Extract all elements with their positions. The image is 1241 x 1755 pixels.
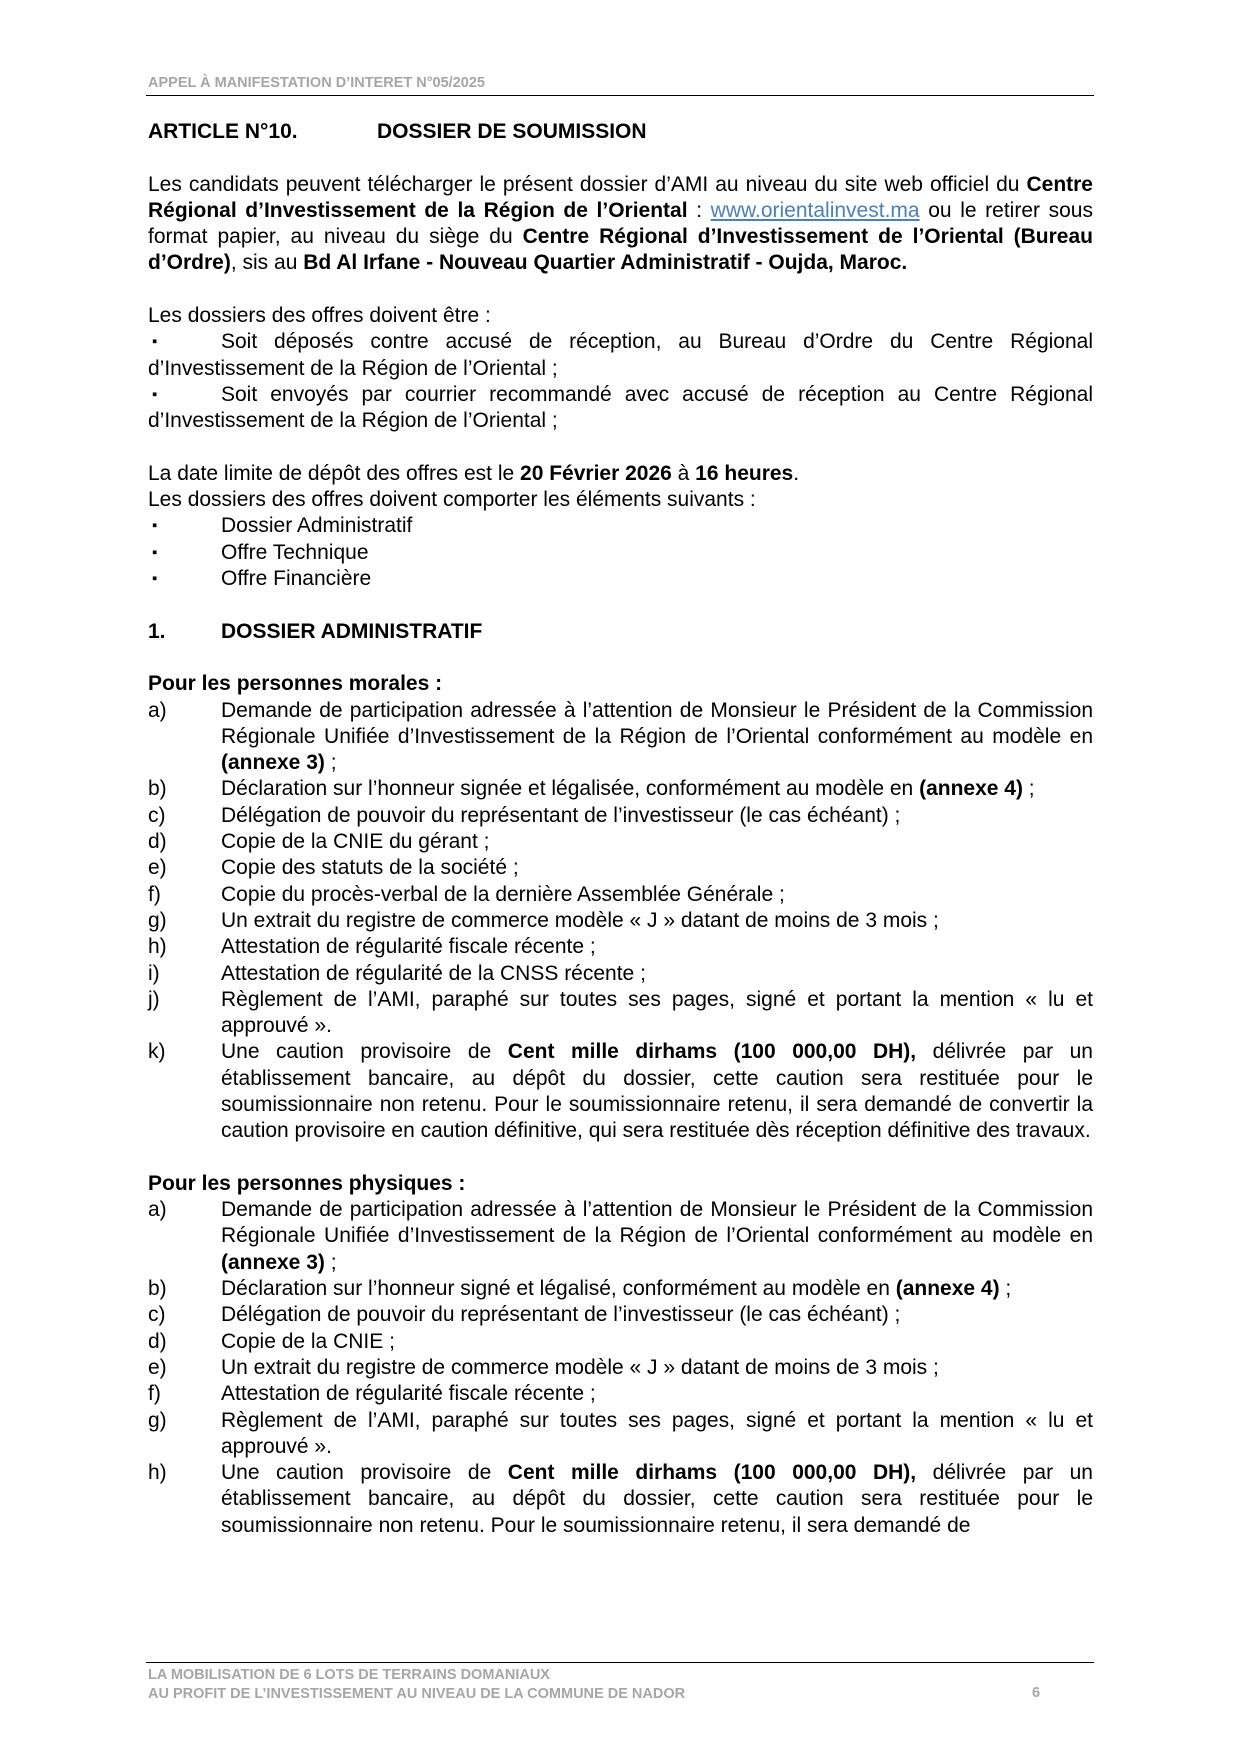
text: Attestation de régularité fiscale récente ; bbox=[221, 1382, 596, 1406]
list-item bbox=[148, 882, 1093, 908]
page-body bbox=[148, 119, 1093, 1539]
deposit-lead: Les dossiers des offres doivent être : bbox=[148, 304, 491, 328]
header-divider bbox=[146, 95, 1094, 96]
list-item bbox=[148, 1197, 1093, 1276]
text: ; bbox=[324, 1250, 337, 1274]
item-label: h) bbox=[148, 935, 167, 959]
text: Un extrait du registre de commerce modèle « J » datant de moins de 3 mois ; bbox=[221, 908, 939, 932]
deposit-bullet: ▪ Soit déposés contre accusé de réception, au Bureau d’Ordre du Centre Régional d’Investissement de la Région de l’Oriental ; bbox=[148, 330, 1093, 380]
section-number: 1. bbox=[148, 619, 166, 643]
article-number: ARTICLE N°10. bbox=[148, 120, 298, 143]
text: Attestation de régularité de la CNSS récente ; bbox=[221, 961, 646, 985]
item-label: d) bbox=[148, 830, 167, 854]
text: délivrée par un établissement bancaire, au dépôt du dossier, cette caution sera restituée pour le soumissionnaire non retenu. Pour le soumissionnaire retenu, il sera demandé de bbox=[221, 1461, 1093, 1537]
list-item bbox=[148, 987, 1093, 1040]
elements-lead: Les dossiers des offres doivent comporter les éléments suivants : bbox=[148, 488, 756, 512]
text: La date limite de dépôt des offres est le bbox=[148, 461, 521, 485]
item-label: f) bbox=[148, 1382, 161, 1406]
item-label: c) bbox=[148, 803, 166, 827]
list-item bbox=[148, 1276, 1093, 1302]
physiques-title: Pour les personnes physiques : bbox=[148, 1171, 466, 1195]
item-label: g) bbox=[148, 1408, 167, 1432]
bullet-icon: ▪ bbox=[152, 543, 158, 561]
article-title: DOSSIER DE SOUMISSION bbox=[377, 120, 647, 143]
element-bullet: ▪ Dossier Administratif bbox=[148, 513, 1093, 539]
text: Une caution provisoire de bbox=[221, 1461, 508, 1485]
item-label: b) bbox=[148, 777, 167, 801]
item-label: i) bbox=[148, 961, 160, 985]
text: Un extrait du registre de commerce modèle « J » datant de moins de 3 mois ; bbox=[221, 1355, 939, 1379]
text: Règlement de l’AMI, paraphé sur toutes ses pages, signé et portant la mention « lu et approuvé ». bbox=[221, 987, 1093, 1038]
item-label: j) bbox=[148, 987, 160, 1011]
text: délivrée par un établissement bancaire, au dépôt du dossier, cette caution sera restituée pour le soumissionnaire non retenu. Pour le soumissionnaire retenu, il sera demandé de convertir la caution provisoire en caution définitive, qui sera restituée dès réception définitive des travaux. bbox=[221, 1040, 1093, 1143]
website-link[interactable]: www.orientalinvest.ma bbox=[710, 198, 920, 222]
bold-text: Cent mille dirhams (100 000,00 DH), bbox=[507, 1040, 917, 1064]
list-item bbox=[148, 698, 1093, 777]
text: Déclaration sur l’honneur signé et légalisé, conformément au modèle en bbox=[221, 1277, 896, 1301]
item-label: k) bbox=[148, 1040, 166, 1064]
text: : bbox=[687, 198, 711, 222]
list-item bbox=[148, 1355, 1093, 1381]
text: Une caution provisoire de bbox=[221, 1040, 508, 1064]
list-item bbox=[148, 776, 1093, 802]
bullet-icon: ▪ bbox=[152, 333, 158, 351]
item-label: g) bbox=[148, 908, 167, 932]
list-item bbox=[148, 934, 1093, 960]
footer-line-2: AU PROFIT DE L’INVESTISSEMENT AU NIVEAU DE LA COMMUNE DE NADOR bbox=[148, 1686, 686, 1702]
deposit-bullet: ▪ Soit envoyés par courrier recommandé avec accusé de réception au Centre Régional d’Investissement de la Région de l’Oriental ; bbox=[148, 382, 1093, 433]
bold-text: Cent mille dirhams (100 000,00 DH), bbox=[507, 1461, 917, 1485]
text: Déclaration sur l’honneur signée et légalisée, conformément au modèle en bbox=[221, 777, 920, 801]
bold-text: (annexe 4) bbox=[919, 777, 1023, 801]
text: Attestation de régularité fiscale récente ; bbox=[221, 935, 596, 959]
bold-text: Bd Al Irfane - Nouveau Quartier Administratif - Oujda, Maroc. bbox=[303, 251, 908, 275]
text: Les candidats peuvent télécharger le présent dossier d’AMI au niveau du site web officiel du bbox=[148, 172, 1027, 196]
list-item bbox=[148, 803, 1093, 829]
physiques-list bbox=[148, 1197, 1093, 1539]
text: à bbox=[671, 461, 696, 485]
item-label: d) bbox=[148, 1329, 167, 1353]
intro-paragraph bbox=[148, 172, 1093, 277]
text: . bbox=[793, 461, 800, 485]
page-number: 6 bbox=[1032, 1685, 1041, 1701]
text: Demande de participation adressée à l’attention de Monsieur le Président de la Commission Régionale Unifiée d’Investissement de la Région de l’Oriental conformément au modèle en bbox=[221, 698, 1093, 748]
bullet-icon: ▪ bbox=[152, 570, 158, 588]
bold-text: Centre Régional d’Investissement de la Région de l’Oriental bbox=[148, 172, 1093, 222]
text: Règlement de l’AMI, paraphé sur toutes ses pages, signé et portant la mention « lu et approuvé ». bbox=[221, 1408, 1093, 1458]
bold-text: 16 heures bbox=[695, 461, 794, 485]
bold-text: (annexe 4) bbox=[895, 1277, 1000, 1301]
footer-line-1: LA MOBILISATION DE 6 LOTS DE TERRAINS DOMANIAUX bbox=[148, 1667, 550, 1683]
deadline-text bbox=[148, 461, 1093, 487]
list-item bbox=[148, 1381, 1093, 1407]
item-label: h) bbox=[148, 1461, 167, 1485]
text: Copie de la CNIE ; bbox=[221, 1329, 395, 1353]
text: Délégation de pouvoir du représentant de l’investisseur (le cas échéant) ; bbox=[221, 1303, 901, 1327]
bold-text: 20 Février 2026 bbox=[520, 461, 672, 485]
element-bullet: ▪ Offre Financière bbox=[148, 566, 1093, 592]
morales-list bbox=[148, 698, 1093, 1145]
text: Copie du procès-verbal de la dernière Assemblée Générale ; bbox=[221, 882, 785, 906]
list-item bbox=[148, 1039, 1093, 1144]
list-item bbox=[148, 1460, 1093, 1539]
list-item bbox=[148, 1408, 1093, 1461]
item-label: a) bbox=[148, 698, 167, 722]
footer-divider bbox=[146, 1662, 1094, 1663]
text: , sis au bbox=[230, 251, 304, 275]
bold-text: Centre Régional d’Investissement de l’Oriental (Bureau d’Ordre) bbox=[148, 225, 1093, 275]
list-item bbox=[148, 1302, 1093, 1328]
item-label: f) bbox=[148, 882, 161, 906]
section-heading bbox=[148, 619, 1093, 645]
article-heading bbox=[148, 119, 1093, 145]
text: ; bbox=[1022, 777, 1035, 801]
list-item bbox=[148, 829, 1093, 855]
bold-text: (annexe 3) bbox=[221, 1250, 325, 1274]
item-label: e) bbox=[148, 1355, 167, 1379]
text: Demande de participation adressée à l’attention de Monsieur le Président de la Commission Régionale Unifiée d’Investissement de la Région de l’Oriental conformément au modèle en bbox=[221, 1198, 1093, 1248]
running-header: APPEL À MANIFESTATION D’INTERET N°05/2025 bbox=[148, 75, 485, 91]
text: Copie de la CNIE du gérant ; bbox=[221, 830, 490, 854]
element-bullet: ▪ Offre Technique bbox=[148, 540, 1093, 566]
list-item bbox=[148, 1329, 1093, 1355]
morales-title: Pour les personnes morales : bbox=[148, 672, 443, 696]
text: ou le retirer sous format papier, au niveau du siège du bbox=[148, 198, 1093, 249]
bullet-icon: ▪ bbox=[152, 517, 158, 535]
item-label: c) bbox=[148, 1303, 166, 1327]
bold-text: (annexe 3) bbox=[221, 751, 325, 775]
item-label: b) bbox=[148, 1277, 167, 1301]
text: Délégation de pouvoir du représentant de l’investisseur (le cas échéant) ; bbox=[221, 803, 901, 827]
list-item bbox=[148, 855, 1093, 881]
list-item bbox=[148, 908, 1093, 934]
text: ; bbox=[324, 751, 337, 775]
section-title: DOSSIER ADMINISTRATIF bbox=[221, 619, 483, 643]
text: Copie des statuts de la société ; bbox=[221, 856, 519, 880]
list-item bbox=[148, 961, 1093, 987]
bullet-icon: ▪ bbox=[152, 385, 158, 403]
item-label: a) bbox=[148, 1198, 167, 1222]
item-label: e) bbox=[148, 856, 167, 880]
text: ; bbox=[999, 1277, 1012, 1301]
